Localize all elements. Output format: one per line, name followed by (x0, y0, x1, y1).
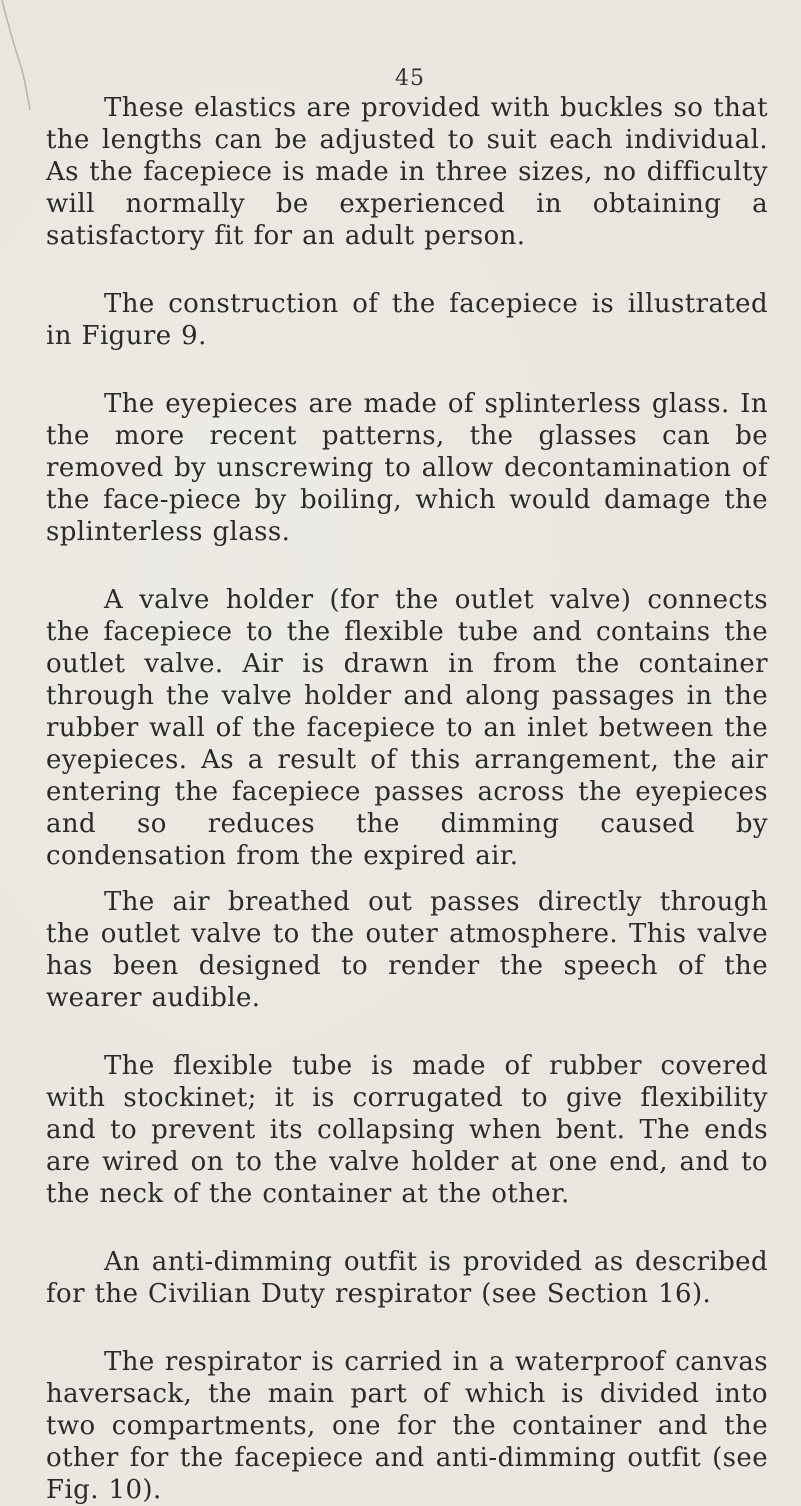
paragraph-outlet-valve: The air breathed out passes directly through the outlet valve to the outer atmosphere. This valve has been designed to render the speech of the wearer audible. (46, 887, 768, 1013)
paragraph-construction: The construction of the facepiece is illustrated in Figure 9. (46, 289, 768, 351)
paragraph-elastics: These elastics are provided with buckles so that the lengths can be adjusted to suit each individual. As the facepiece is made in three sizes, no difficulty will normally be experienced in obtaining a satisfactory fit for an adult person. (46, 93, 768, 251)
paragraph-flexible-tube: The flexible tube is made of rubber covered with stockinet; it is corrugated to give flexibility and to prevent its collapsing when bent. The ends are wired on to the valve holder at one end, and to the neck of the container at the other. (46, 1051, 768, 1209)
page-number: 45 (395, 66, 425, 91)
paragraph-anti-dimming: An anti-dimming outfit is provided as described for the Civilian Duty respirator (see Section 16). (46, 1247, 768, 1309)
paragraph-valve-holder: A valve holder (for the outlet valve) connects the facepiece to the flexible tube and contains the outlet valve. Air is drawn in from the container through the valve holder and along passages in the rubber wall of the facepiece to an inlet between the eyepieces. As a result of this arrangement, the air entering the facepiece passes across the eyepieces and so reduces the dimming caused by condensation from the expired air. (46, 585, 768, 871)
paragraph-eyepieces: The eyepieces are made of splinterless glass. In the more recent patterns, the glasses can be removed by unscrewing to allow decontamination of the face-piece by boiling, which would damage the splinterless glass. (46, 389, 768, 547)
paragraph-haversack: The respirator is carried in a waterproof canvas haversack, the main part of which is divided into two compartments, one for the container and the other for the facepiece and anti-dimming outfit (see Fig. 10). (46, 1347, 768, 1505)
body-text (46, 92, 768, 1506)
page-fold-mark (0, 0, 40, 110)
